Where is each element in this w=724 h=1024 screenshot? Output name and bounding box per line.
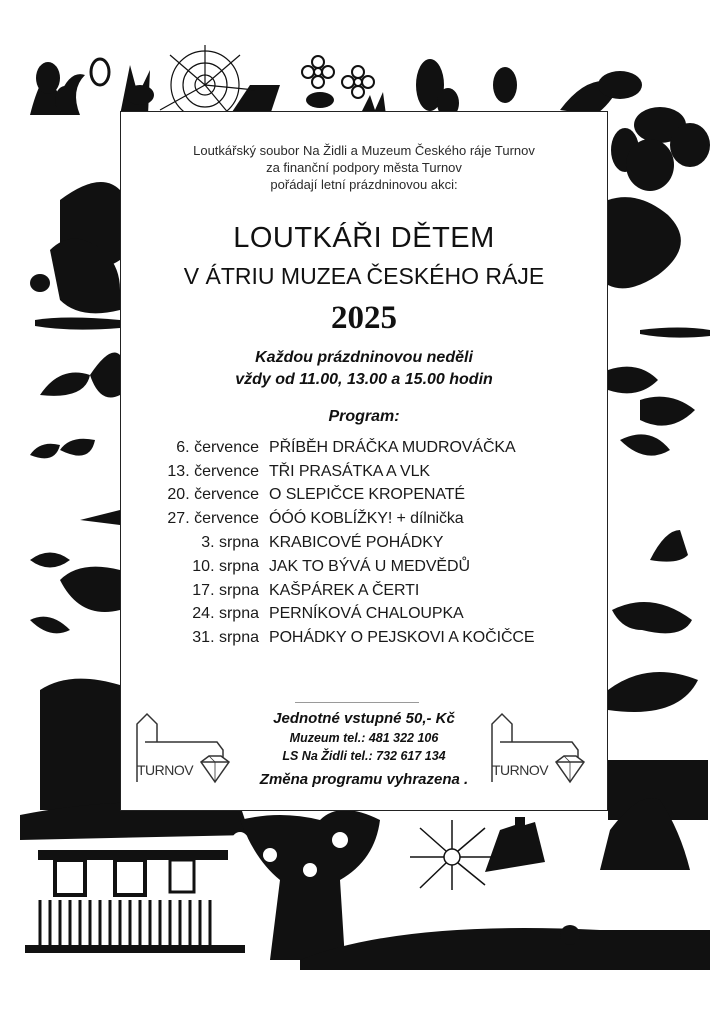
turnov-castle-diamond-icon (131, 710, 231, 790)
left-vegetation-icon (30, 182, 120, 810)
turnov-logo-left (131, 710, 231, 790)
program-date: 17. srpna (192, 581, 259, 599)
program-show-title: KRABICOVÉ POHÁDKY (269, 534, 444, 552)
program-date: 3. srpna (201, 534, 259, 552)
program-date: 6. července (176, 438, 259, 456)
intro-line-2: za finanční podpory města Turnov (266, 160, 462, 175)
program-change-note: Změna programu vyhrazena . (259, 771, 469, 788)
intro-line-1: Loutkářský soubor Na Židli a Muzeum Českého ráje Turnov (193, 143, 535, 158)
program-item (143, 460, 597, 484)
program-show-title: KAŠPÁREK A ČERTI (269, 581, 420, 599)
ls-na-zidli-phone: LS Na Židli tel.: 732 617 134 (282, 749, 446, 763)
right-vegetation-icon (608, 139, 710, 820)
program-item (143, 507, 597, 531)
schedule-times: vždy od 11.00, 13.00 a 15.00 hodin (235, 371, 493, 388)
program-show-title: O SLEPIČCE KROPENATÉ (269, 486, 465, 504)
program-show-title: PŘÍBĚH DRÁČKA MUDROVÁČKA (269, 438, 516, 456)
admission-price: Jednotné vstupné 50,- Kč (273, 710, 455, 727)
program-show-title: POHÁDKY O PEJSKOVI A KOČIČCE (269, 629, 535, 647)
program-date: 20. července (167, 486, 259, 504)
flower-icon (302, 56, 374, 98)
schedule-days: Každou prázdninovou neděli (255, 349, 473, 366)
program-item (143, 531, 597, 555)
program-date: 31. srpna (192, 629, 259, 647)
program-date: 13. července (167, 462, 259, 480)
intro-line-3: pořádají letní prázdninovou akci: (270, 177, 458, 192)
program-show-title: TŘI PRASÁTKA A VLK (269, 462, 430, 480)
program-heading: Program: (328, 408, 400, 425)
schedule-info (121, 347, 607, 391)
program-item (143, 555, 597, 579)
program-item (143, 484, 597, 508)
museum-phone: Muzeum tel.: 481 322 106 (289, 731, 439, 745)
poster-subtitle: V ÁTRIU MUZEA ČESKÉHO RÁJE (183, 263, 545, 289)
program-show-title: JAK TO BÝVÁ U MEDVĚDŮ (269, 557, 470, 575)
admission-info (221, 709, 507, 791)
turnov-logo-text: TURNOV (137, 762, 194, 778)
organizers-intro (121, 142, 607, 193)
program-show-title: PERNÍKOVÁ CHALOUPKA (269, 605, 464, 623)
turnov-logo-right (486, 710, 586, 790)
bottom-landscape-icon (20, 798, 710, 970)
program-item (143, 626, 597, 650)
program-list (143, 436, 597, 650)
program-item (143, 436, 597, 460)
program-date: 24. srpna (192, 605, 259, 623)
program-date: 27. července (167, 510, 259, 528)
program-item (143, 603, 597, 627)
program-item (143, 579, 597, 603)
turnov-castle-diamond-icon (486, 710, 586, 790)
turnov-logo-text: TURNOV (492, 762, 549, 778)
program-show-title: ÓÓÓ KOBLÍŽKY! + dílnička (269, 510, 464, 528)
program-date: 10. srpna (192, 557, 259, 575)
poster-title: LOUTKÁŘI DĚTEM (233, 222, 495, 254)
section-divider (295, 702, 419, 703)
poster-year: 2025 (331, 300, 397, 336)
event-poster-panel (120, 111, 608, 811)
sun-icon (410, 820, 495, 890)
